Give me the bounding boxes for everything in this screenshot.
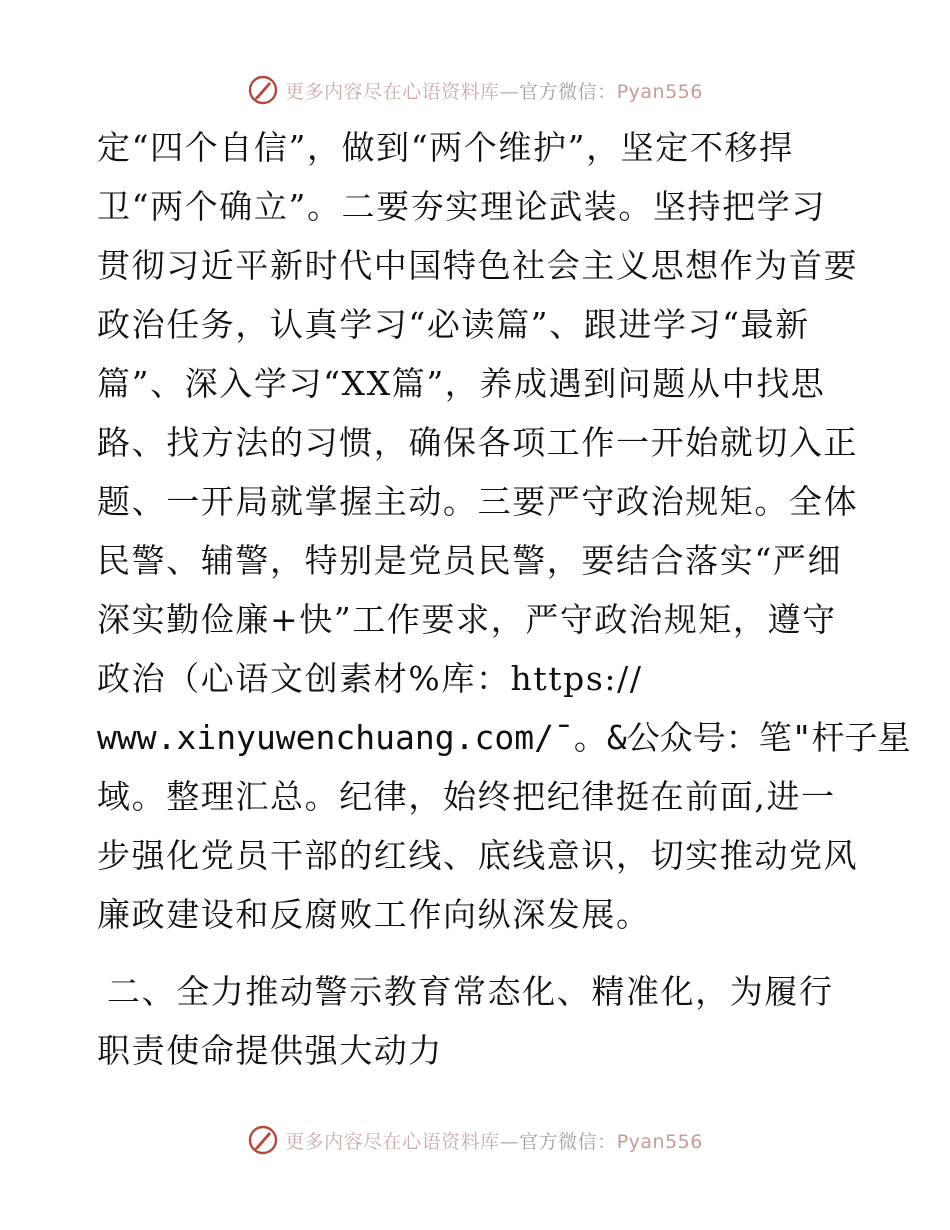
banner-slogan: 更多内容尽在心语资料库 (285, 1130, 500, 1153)
banner-dash: — (499, 80, 520, 103)
paragraph-line: 廉政建设和反腐败工作向纵深发展。 (97, 895, 651, 934)
paragraph-gap (97, 944, 877, 962)
feather-pen-seal-icon (247, 74, 279, 106)
paragraph-line: 域。整理汇总。纪律，始终把纪律挺在前面,进一 (97, 777, 836, 816)
footer-banner (0, 1120, 950, 1160)
paragraph-line-url: www.xinyuwenchuang.com/¯。&公众号：笔"杆子星 (97, 718, 911, 757)
paragraph-line: 民警、辅警，特别是党员民警，要结合落实“严细 (97, 541, 843, 580)
section-heading-continuation: 职责使命提供强大动力 (97, 1031, 443, 1070)
paragraph-line: 篇”、深入学习“XX篇”，养成遇到问题从中找思 (97, 364, 826, 403)
paragraph-line: 政治任务，认真学习“必读篇”、跟进学习“最新 (97, 305, 810, 344)
header-banner (0, 70, 950, 110)
paragraph-line: 题、一开局就掌握主动。三要严守政治规矩。全体 (97, 482, 859, 521)
paragraph-line: 卫“两个确立”。二要夯实理论武装。坚持把学习 (97, 187, 826, 226)
paragraph-line: 贯彻习近平新时代中国特色社会主义思想作为首要 (97, 246, 859, 285)
banner-dash: — (499, 1130, 520, 1153)
banner-slogan: 更多内容尽在心语资料库 (285, 80, 500, 103)
paragraph-line: 步强化党员干部的红线、底线意识，切实推动党风 (97, 836, 859, 875)
banner-wechat-id: Pyan556 (616, 1130, 703, 1153)
banner-wechat-label: 官方微信： (519, 1130, 617, 1153)
document-body (97, 118, 911, 1080)
paragraph-line: 定“四个自信”，做到“两个维护”，坚定不移捍 (97, 128, 794, 167)
banner-text (285, 1127, 703, 1154)
feather-pen-seal-icon (247, 1124, 279, 1156)
section-heading: 二、全力推动警示教育常态化、精准化，为履行 (107, 972, 834, 1011)
paragraph-line: 深实勤俭廉+快”工作要求，严守政治规矩，遵守 (97, 600, 837, 639)
banner-wechat-label: 官方微信： (519, 80, 617, 103)
banner-text (285, 77, 703, 104)
paragraph-line: 路、找方法的习惯，确保各项工作一开始就切入正 (97, 423, 859, 462)
paragraph-line: 政治（心语文创素材%库：https:// (97, 659, 643, 698)
banner-wechat-id: Pyan556 (616, 80, 703, 103)
